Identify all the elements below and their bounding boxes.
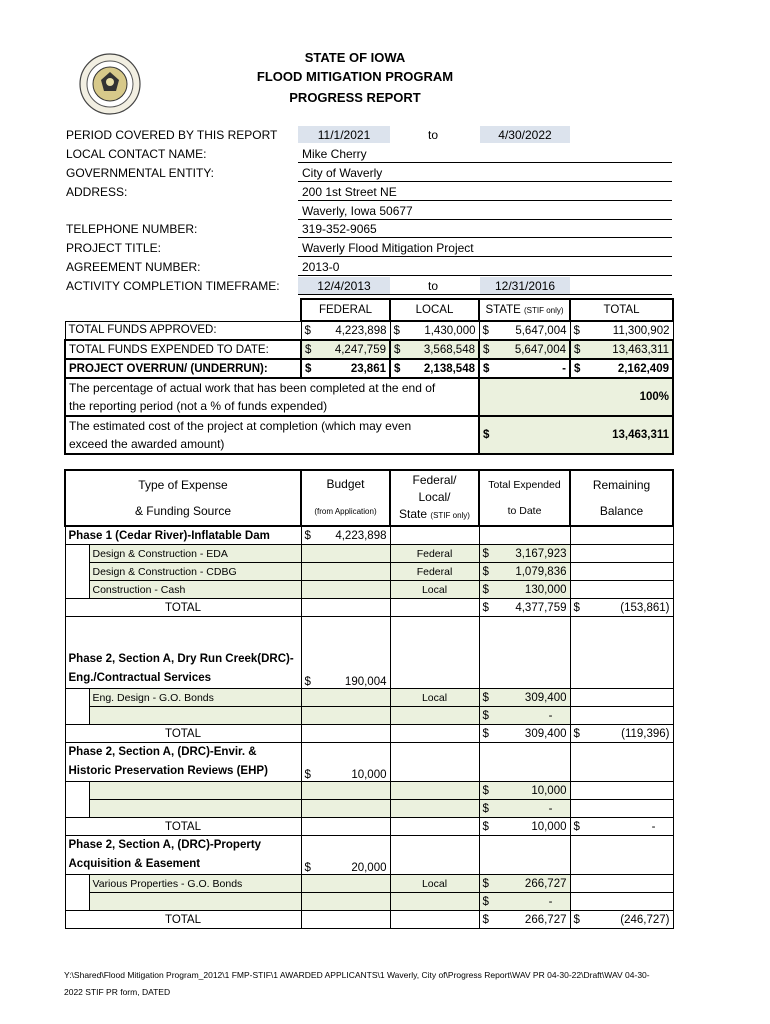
funds-table [64, 298, 674, 455]
line-item-amount: $ - [479, 707, 570, 725]
expended-total: $ 13,463,311 [570, 340, 673, 359]
line-item-name: Design & Construction - CDBG [89, 563, 301, 581]
expended-state: $ 5,647,004 [479, 340, 570, 359]
phase3-total-label: TOTAL [65, 818, 301, 836]
phase3-total: $ 10,000 [479, 818, 570, 836]
line-item-name: Design & Construction - EDA [89, 545, 301, 563]
expended-label: TOTAL FUNDS EXPENDED TO DATE: [65, 340, 301, 359]
line-item-amount: $ - [479, 800, 570, 818]
overrun-state: $ - [479, 359, 570, 378]
phase3-budget: $ 10,000 [301, 743, 390, 782]
col-federal: FEDERAL [301, 299, 390, 321]
timeframe-start: 12/4/2013 [317, 279, 371, 293]
line-item-name: Various Properties - G.O. Bonds [89, 875, 301, 893]
overrun-local: $ 2,138,548 [390, 359, 479, 378]
expended-local: $ 3,568,548 [390, 340, 479, 359]
estimated-cost-text: The estimated cost of the project at completion (which may even exceed the awarded amount) [65, 416, 479, 454]
timeframe-to: to [428, 279, 439, 293]
line-item-amount: $ - [479, 893, 570, 911]
line-item-source: Federal [390, 545, 479, 563]
phase1-total-label: TOTAL [65, 599, 301, 617]
header-budget: Budget (from Application) [301, 470, 390, 526]
phase3-balance: $ - [570, 818, 673, 836]
expense-table [64, 469, 674, 929]
overrun-total: $ 2,162,409 [570, 359, 673, 378]
header-source: Federal/ Local/ State (STIF only) [390, 470, 479, 526]
header-type-expense: Type of Expense & Funding Source [65, 470, 301, 526]
phase1-total: $ 4,377,759 [479, 599, 570, 617]
approved-state: $ 5,647,004 [479, 321, 570, 340]
phase1-budget: $ 4,223,898 [301, 526, 390, 545]
overrun-federal: $ 23,861 [301, 359, 390, 378]
line-item-source: Local [390, 875, 479, 893]
line-item-amount: $ 10,000 [479, 782, 570, 800]
header-line-2: FLOOD MITIGATION PROGRAM [256, 69, 454, 84]
col-local: LOCAL [390, 299, 479, 321]
table-row [65, 800, 673, 818]
approved-federal: $ 4,223,898 [301, 321, 390, 340]
phase4-total: $ 266,727 [479, 911, 570, 929]
address-line-2: Waverly, Iowa 50677 [302, 204, 413, 218]
timeframe-label: ACTIVITY COMPLETION TIMEFRAME: [66, 279, 280, 293]
header-line-1: STATE OF IOWA [304, 50, 406, 65]
phase2-balance: $ (119,396) [570, 725, 673, 743]
line-item-name: Eng. Design - G.O. Bonds [89, 689, 301, 707]
header-total-expended: Total Expended to Date [479, 470, 570, 526]
phase2-total: $ 309,400 [479, 725, 570, 743]
overrun-label: PROJECT OVERRUN/ (UNDERRUN): [65, 359, 301, 378]
agreement-value: 2013-0 [302, 260, 340, 274]
table-row [65, 782, 673, 800]
file-path-footer: Y:\Shared\Flood Mitigation Program_2012\1 FMP-STIF\1 AWARDED APPLICANTS\1 Waverly, City of\Progress Report\WAV PR 04-30-22\Draft\WAV 04-30- 2022 STIF PR form, DATED [64, 970, 650, 997]
phone-label: TELEPHONE NUMBER: [66, 222, 198, 236]
phone-value: 319-352-9065 [302, 222, 377, 236]
approved-local: $ 1,430,000 [390, 321, 479, 340]
line-item-source: Local [390, 581, 479, 599]
entity-value: City of Waverly [302, 166, 383, 180]
expended-federal: $ 4,247,759 [301, 340, 390, 359]
col-total: TOTAL [570, 299, 673, 321]
project-value: Waverly Flood Mitigation Project [302, 241, 474, 255]
table-row [65, 545, 673, 563]
line-item-amount: $ 130,000 [479, 581, 570, 599]
phase4-balance: $ (246,727) [570, 911, 673, 929]
line-item-amount: $ 1,079,836 [479, 563, 570, 581]
period-start: 11/1/2021 [317, 128, 371, 142]
phase2-total-label: TOTAL [65, 725, 301, 743]
estimated-cost-value: $ 13,463,311 [479, 416, 673, 454]
address-line-1: 200 1st Street NE [302, 185, 397, 199]
timeframe-end: 12/31/2016 [494, 279, 556, 293]
line-item-amount: $ 309,400 [479, 689, 570, 707]
phase4-title: Phase 2, Section A, (DRC)-Property Acquisition & Easement [65, 836, 301, 875]
phase3-title: Phase 2, Section A, (DRC)-Envir. & Historic Preservation Reviews (EHP) [65, 743, 301, 782]
header-line-3: PROGRESS REPORT [289, 90, 421, 105]
project-label: PROJECT TITLE: [66, 241, 161, 255]
phase1-title: Phase 1 (Cedar River)-Inflatable Dam [65, 526, 301, 545]
table-row [65, 707, 673, 725]
address-label: ADDRESS: [66, 185, 128, 199]
line-item-source: Federal [390, 563, 479, 581]
percent-complete-text: The percentage of actual work that has been completed at the end of the reporting period (not a % of funds expended) [65, 378, 479, 416]
period-end: 4/30/2022 [498, 128, 552, 142]
line-item-amount: $ 3,167,923 [479, 545, 570, 563]
contact-value: Mike Cherry [302, 147, 367, 161]
line-item-amount: $ 266,727 [479, 875, 570, 893]
phase4-budget: $ 20,000 [301, 836, 390, 875]
line-item-name: Construction - Cash [89, 581, 301, 599]
line-item-source: Local [390, 689, 479, 707]
approved-total: $ 11,300,902 [570, 321, 673, 340]
agreement-label: AGREEMENT NUMBER: [66, 260, 201, 274]
table-row [65, 581, 673, 599]
header-remaining: Remaining Balance [570, 470, 673, 526]
phase1-balance: $ (153,861) [570, 599, 673, 617]
phase4-total-label: TOTAL [65, 911, 301, 929]
period-label: PERIOD COVERED BY THIS REPORT [66, 128, 278, 142]
col-state: STATE (STIF only) [479, 299, 570, 321]
table-row [65, 875, 673, 893]
approved-label: TOTAL FUNDS APPROVED: [65, 321, 301, 340]
percent-complete-value: 100% [479, 378, 673, 416]
entity-label: GOVERNMENTAL ENTITY: [66, 166, 215, 180]
phase2-title: Phase 2, Section A, Dry Run Creek(DRC)- Eng./Contractual Services [65, 617, 301, 689]
period-to: to [428, 128, 439, 142]
contact-label: LOCAL CONTACT NAME: [66, 147, 207, 161]
table-row [65, 563, 673, 581]
table-row [65, 689, 673, 707]
phase2-budget: $ 190,004 [301, 617, 390, 689]
table-row [65, 893, 673, 911]
